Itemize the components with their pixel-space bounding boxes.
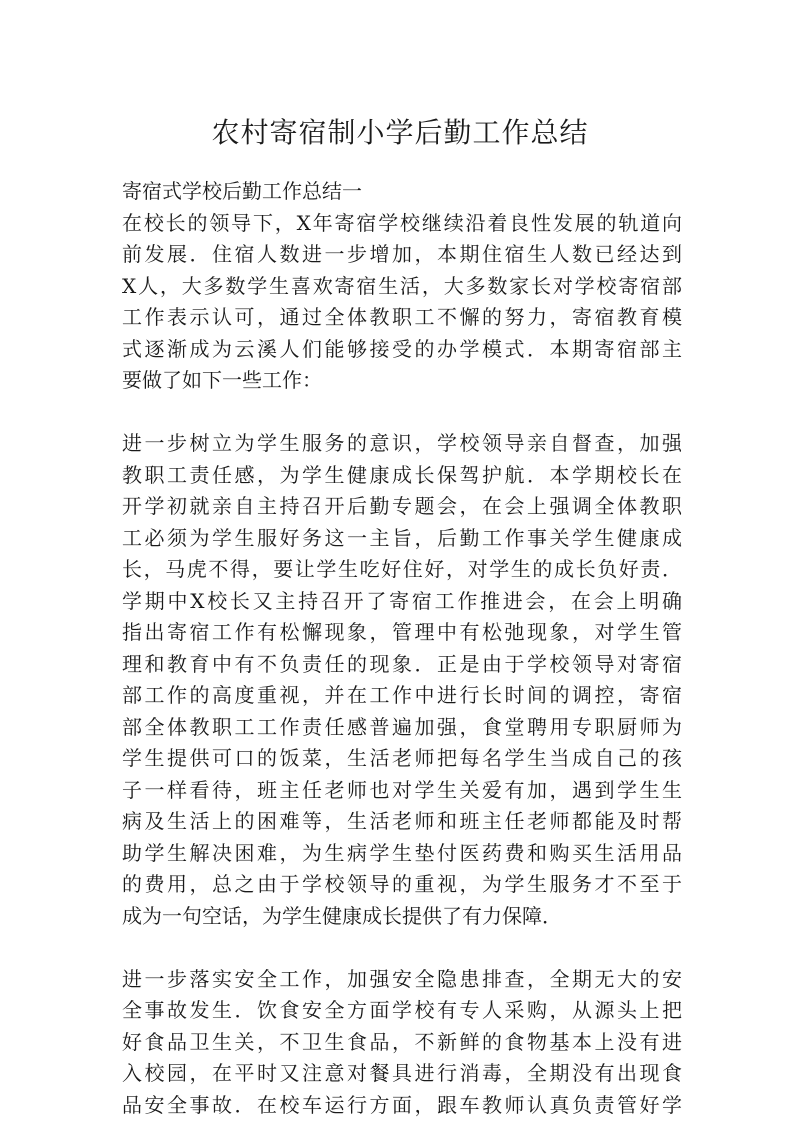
paragraph-line: 进一步落实安全工作，加强安全隐患排查，全期无大的安 (122, 966, 682, 991)
paragraph-line: 工必须为学生服好务这一主旨，后勤工作事关学生健康成 (122, 525, 682, 550)
paragraph-line: 品安全事故．在校车运行方面，跟车教师认真负责管好学 (122, 1092, 682, 1117)
paragraph-line: 好食品卫生关，不卫生食品，不新鲜的食物基本上没有进 (122, 1029, 682, 1054)
paragraph-line: 学期中X校长又主持召开了寄宿工作推进会，在会上明确 (122, 588, 682, 613)
paragraph-spacer (122, 397, 682, 429)
paragraph-spacer (122, 932, 682, 964)
paragraph-line: 式逐渐成为云溪人们能够接受的办学模式．本期寄宿部主 (122, 336, 682, 361)
paragraph-line: 长，马虎不得，要让学生吃好住好，对学生的成长负好责． (122, 557, 682, 581)
paragraph-line: 前发展．住宿人数进一步增加，本期住宿生人数已经达到 (122, 242, 682, 266)
document-body (122, 176, 682, 1121)
paragraph-line: 助学生解决困难，为生病学生垫付医药费和购买生活用品 (122, 840, 682, 865)
paragraph-line: 部全体教职工工作责任感普遍加强，食堂聘用专职厨师为 (122, 714, 682, 739)
paragraph-line: 理和教育中有不负责任的现象．正是由于学校领导对寄宿 (122, 651, 682, 676)
paragraph-line: 指出寄宿工作有松懈现象，管理中有松弛现象，对学生管 (122, 620, 682, 644)
paragraph-line: 病及生活上的困难等，生活老师和班主任老师都能及时帮 (122, 809, 682, 833)
paragraph (122, 428, 682, 932)
paragraph-line: 进一步树立为学生服务的意识，学校领导亲自督查，加强 (122, 431, 682, 455)
paragraph-line: 工作表示认可，通过全体教职工不懈的努力，寄宿教育模 (122, 305, 682, 329)
paragraph-line: 教职工责任感，为学生健康成长保驾护航．本学期校长在 (122, 462, 682, 487)
paragraph-line: 成为一句空话，为学生健康成长提供了有力保障． (122, 903, 562, 928)
paragraph-line: 要做了如下一些工作： (122, 368, 322, 392)
paragraph-line: X人，大多数学生喜欢寄宿生活，大多数家长对学校寄宿部 (122, 273, 682, 298)
paragraph-line: 在校长的领导下，X年寄宿学校继续沿着良性发展的轨道向 (122, 210, 682, 235)
paragraph-line: 部工作的高度重视，并在工作中进行长时间的调控，寄宿 (122, 683, 682, 707)
paragraph-line: 子一样看待，班主任老师也对学生关爱有加，遇到学生生 (122, 777, 682, 802)
paragraph (122, 964, 682, 1122)
paragraph-line: 全事故发生．饮食安全方面学校有专人采购，从源头上把 (122, 998, 682, 1022)
document-title: 农村寄宿制小学后勤工作总结 (211, 116, 589, 149)
paragraph-line: 开学初就亲自主持召开后勤专题会，在会上强调全体教职 (122, 494, 682, 518)
paragraph-line: 学生提供可口的饭菜，生活老师把每名学生当成自己的孩 (122, 746, 682, 770)
paragraph (122, 208, 682, 397)
paragraph-line: 入校园，在平时又注意对餐具进行消毒，全期没有出现食 (122, 1061, 682, 1085)
paragraph-line: 的费用，总之由于学校领导的重视，为学生服务才不至于 (122, 872, 682, 896)
section-heading: 寄宿式学校后勤工作总结一 (122, 179, 362, 203)
